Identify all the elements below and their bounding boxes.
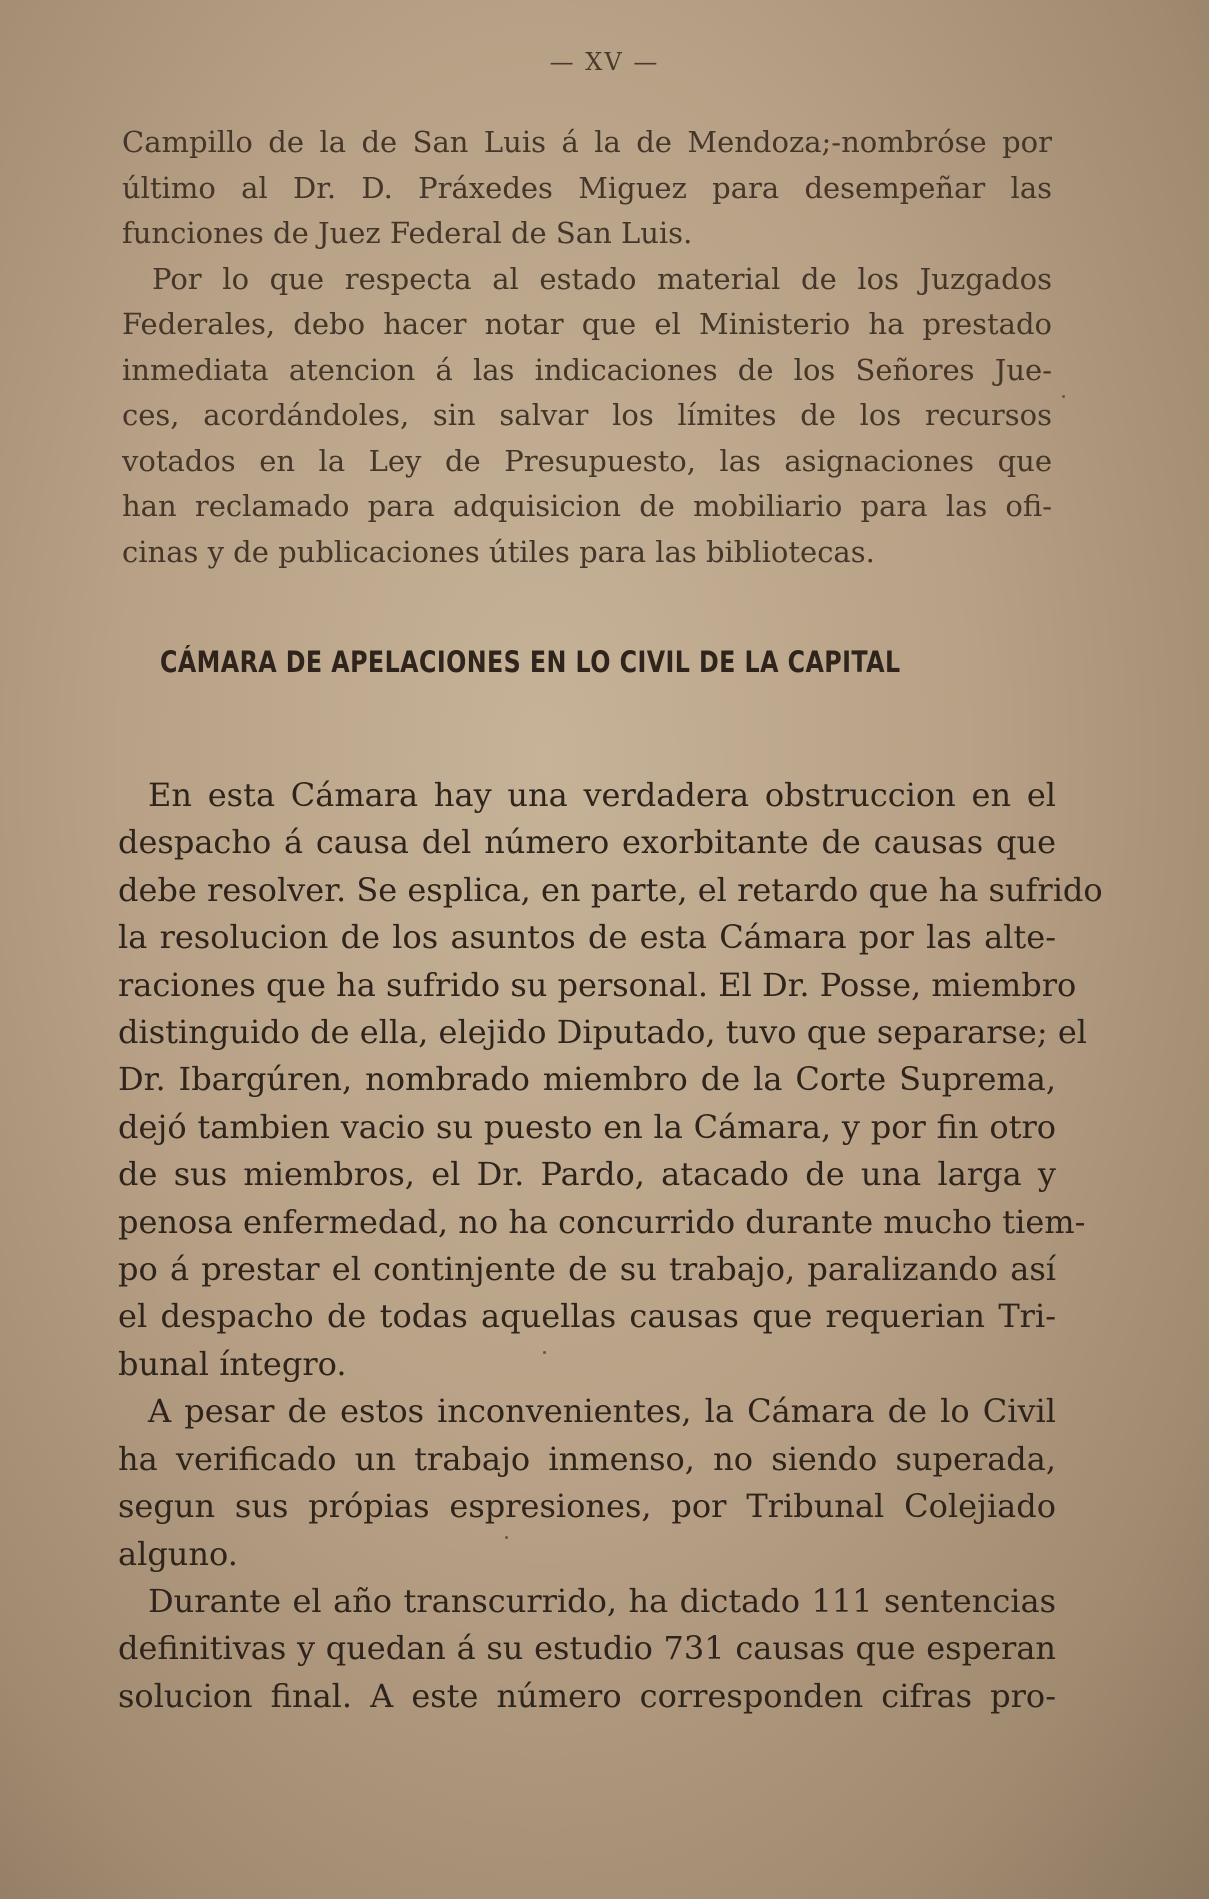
ink-speck	[1062, 395, 1065, 398]
text-section-top	[122, 120, 1052, 575]
text-line: Durante el año transcurrido, ha dictado 111 sentencias	[148, 1581, 1056, 1620]
paragraph	[122, 120, 1052, 257]
text-line: último al Dr. D. Práxedes Miguez para desempeñar las	[122, 170, 1052, 205]
text-line: po á prestar el continjente de su trabajo, paralizando así	[118, 1250, 1056, 1289]
paragraph	[122, 257, 1052, 576]
text-line: segun sus própias espresiones, por Tribunal Colejiado	[118, 1487, 1056, 1526]
text-line: bunal íntegro.	[118, 1344, 347, 1383]
text-line: raciones que ha sufrido su personal. El Dr. Posse, miembro	[118, 965, 1077, 1004]
text-line: la resolucion de los asuntos de esta Cámara por las alte-	[118, 918, 1056, 957]
text-line: ces, acordándoles, sin salvar los límites de los recursos	[122, 398, 1052, 432]
text-line: el despacho de todas aquellas causas que requerian Tri-	[118, 1297, 1056, 1336]
page-number: — XV —	[549, 48, 660, 76]
ink-speck	[543, 1351, 546, 1354]
section-heading: CÁMARA DE APELACIONES EN LO CIVIL DE LA CAPITAL	[160, 645, 901, 679]
text-line: dejó tambien vacio su puesto en la Cámara, y por fin otro	[118, 1107, 1056, 1146]
text-line: han reclamado para adquisicion de mobiliario para las ofi-	[122, 489, 1052, 523]
text-line: despacho á causa del número exorbitante de causas que	[118, 823, 1056, 862]
text-line: Por lo que respecta al estado material de los Juzgados	[152, 261, 1052, 296]
text-line: alguno.	[118, 1534, 238, 1573]
paragraph	[118, 772, 1103, 1388]
ink-speck	[505, 1536, 508, 1539]
text-line: funciones de Juez Federal de San Luis.	[122, 216, 693, 250]
paragraph	[118, 1578, 1056, 1720]
text-line: Campillo de la de San Luis á la de Mendoza;-nombróse por	[122, 125, 1052, 159]
text-section-bottom	[118, 772, 1103, 1720]
text-line: solucion final. A este número corresponden cifras pro-	[118, 1676, 1056, 1715]
text-line: de sus miembros, el Dr. Pardo, atacado de una larga y	[118, 1155, 1056, 1194]
text-line: definitivas y quedan á su estudio 731 causas que esperan	[118, 1629, 1056, 1668]
paragraph	[118, 1388, 1056, 1578]
text-line: votados en la Ley de Presupuesto, las asignaciones que	[122, 443, 1052, 478]
text-line: ha verificado un trabajo inmenso, no siendo superada,	[118, 1439, 1056, 1478]
text-line: Dr. Ibargúren, nombrado miembro de la Corte Suprema,	[118, 1060, 1056, 1099]
text-line: debe resolver. Se esplica, en parte, el retardo que ha sufrido	[118, 870, 1103, 909]
text-line: Federales, debo hacer notar que el Ministerio ha prestado	[122, 307, 1052, 341]
text-line: En esta Cámara hay una verdadera obstruccion en el	[148, 776, 1056, 814]
text-line: inmediata atencion á las indicaciones de los Señores Jue-	[122, 352, 1052, 387]
text-line: distinguido de ella, elejido Diputado, tuvo que separarse; el	[118, 1013, 1087, 1052]
text-line: A pesar de estos inconvenientes, la Cámara de lo Civil	[148, 1392, 1056, 1431]
text-line: penosa enfermedad, no ha concurrido durante mucho tiem-	[118, 1202, 1086, 1241]
text-line: cinas y de publicaciones útiles para las bibliotecas.	[122, 534, 875, 569]
